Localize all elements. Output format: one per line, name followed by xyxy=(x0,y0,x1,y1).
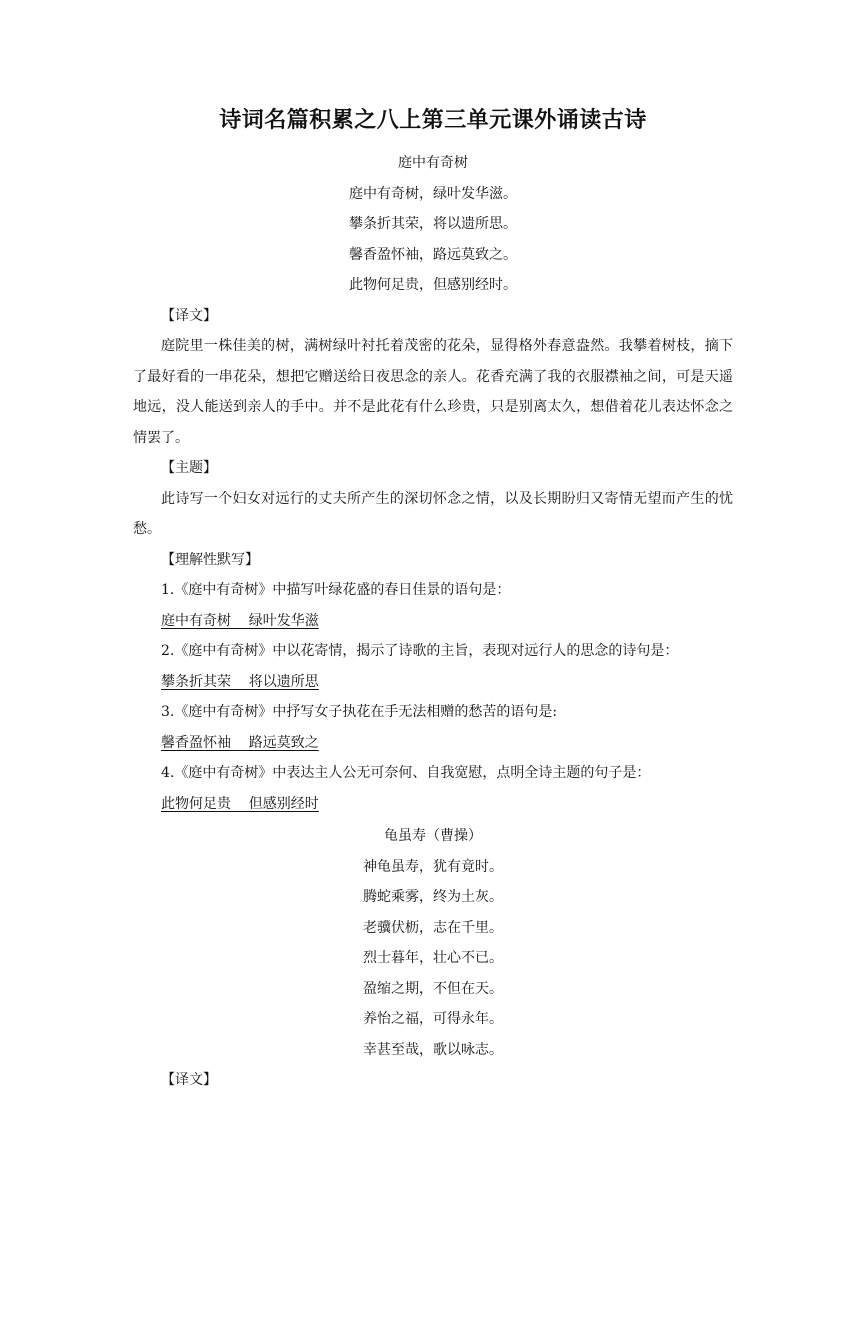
answer-2 xyxy=(133,667,733,698)
document-page xyxy=(0,104,860,1320)
question-1: 1.《庭中有奇树》中描写叶绿花盛的春日佳景的语句是： xyxy=(161,582,511,598)
poem-line: 馨香盈怀袖，路远莫致之。 xyxy=(349,246,517,263)
poem-line: 庭中有奇树，绿叶发华滋。 xyxy=(349,185,517,202)
poem-line: 幸甚至哉，歌以咏志。 xyxy=(363,1041,503,1058)
answer-4-text: 此物何足贵 但感别经时 xyxy=(161,795,319,812)
poem-line: 神龟虽寿，犹有竟时。 xyxy=(363,858,503,875)
answer-3-text: 馨香盈怀袖 路远莫致之 xyxy=(161,734,319,751)
poem-line: 腾蛇乘雾，终为土灰。 xyxy=(363,889,503,905)
translation-text: 庭院里一株佳美的树，满树绿叶衬托着茂密的花朵，显得格外春意盎然。我攀着树枝，摘下了最好看的一串花朵，想把它赠送给日夜思念的亲人。花香充满了我的衣服襟袖之间，可是天遥地远，没人能送到亲人的手中。并不是此花有什么珍贵，只是别离太久，想借着花儿表达怀念之情罢了。 xyxy=(133,338,733,446)
answer-2-text: 攀条折其荣 将以遗所思 xyxy=(161,673,319,690)
answer-4 xyxy=(133,789,733,820)
poem-line: 此物何足贵，但感别经时。 xyxy=(349,277,517,293)
theme-header: 【主题】 xyxy=(161,460,217,476)
poem-title: 龟虽寿（曹操） xyxy=(384,828,482,844)
answer-1 xyxy=(133,606,733,637)
dictation-header: 【理解性默写】 xyxy=(161,551,259,568)
poem-line: 烈士暮年，壮心不已。 xyxy=(363,950,503,966)
poem-tingzhongyouqishu xyxy=(133,148,733,301)
answer-1-text: 庭中有奇树 绿叶发华滋 xyxy=(161,612,319,629)
translation-header: 【译文】 xyxy=(161,307,217,324)
question-2: 2.《庭中有奇树》中以花寄情，揭示了诗歌的主旨，表现对远行人的思念的诗句是： xyxy=(161,643,679,659)
poem-line: 盈缩之期，不但在天。 xyxy=(363,980,503,997)
poem-line: 养怡之福，可得永年。 xyxy=(363,1011,503,1027)
poem-guisuishou xyxy=(133,821,733,1065)
translation-section-2 xyxy=(133,1065,733,1096)
question-3: 3.《庭中有奇树》中抒写女子执花在手无法相赠的愁苦的语句是: xyxy=(161,704,558,720)
poem-line: 攀条折其荣，将以遗所思。 xyxy=(349,216,517,232)
poem-title: 庭中有奇树 xyxy=(398,155,468,171)
theme-text: 此诗写一个妇女对远行的丈夫所产生的深切怀念之情，以及长期盼归又寄情无望而产生的忧愁。 xyxy=(133,490,733,537)
translation-header-2: 【译文】 xyxy=(161,1072,217,1088)
question-4: 4.《庭中有奇树》中表达主人公无可奈何、自我宽慰，点明全诗主题的句子是： xyxy=(161,765,651,781)
page-title: 诗词名篇积累之八上第三单元课外诵读古诗 xyxy=(219,108,647,133)
answer-3 xyxy=(133,728,733,759)
analysis-section xyxy=(133,301,733,820)
poem-line: 老骥伏枥，志在千里。 xyxy=(363,919,503,936)
